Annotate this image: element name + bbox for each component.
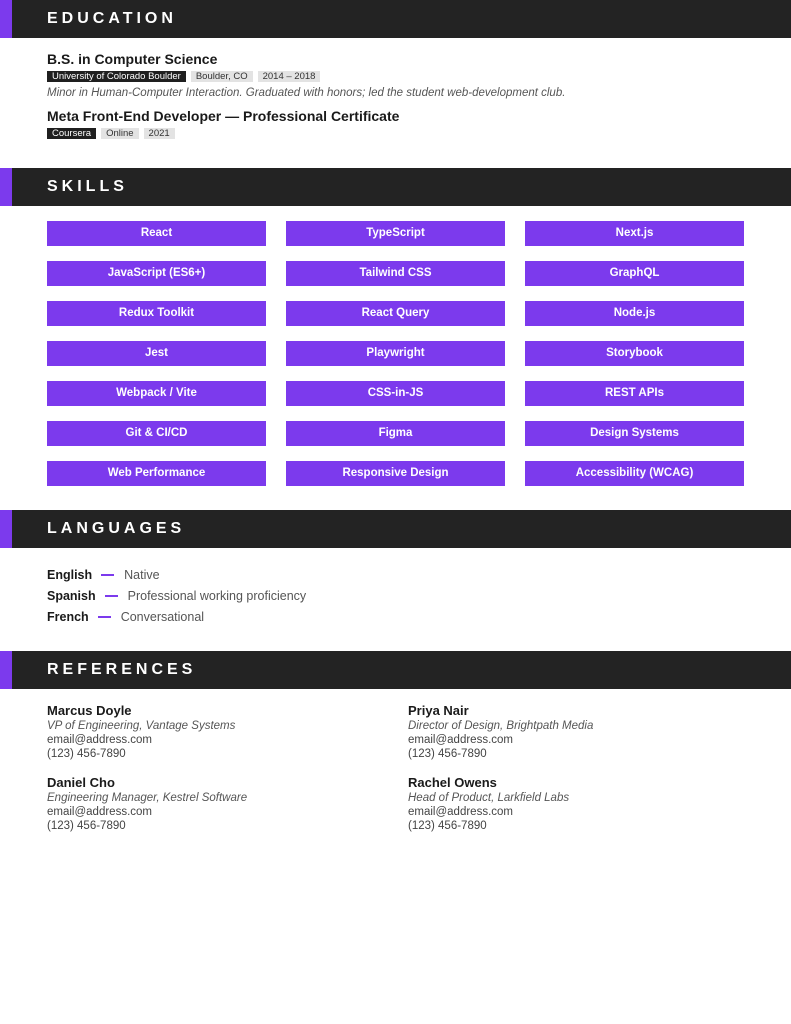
skill-chip: Responsive Design	[286, 461, 505, 486]
education-tags	[47, 128, 767, 139]
skill-chip: Design Systems	[525, 421, 744, 446]
language-level: Professional working proficiency	[127, 588, 307, 603]
language-row	[47, 564, 306, 585]
header-accent	[0, 0, 12, 38]
references-header	[0, 651, 791, 689]
reference-card	[47, 703, 347, 761]
skill-chip: Figma	[286, 421, 505, 446]
reference-phone: (123) 456-7890	[408, 748, 487, 760]
dash-divider	[105, 595, 118, 597]
skill-chip: Node.js	[525, 301, 744, 326]
section-title: EDUCATION	[47, 10, 177, 27]
reference-name: Priya Nair	[408, 703, 469, 718]
header-accent	[0, 510, 12, 548]
reference-email: email@address.com	[47, 734, 152, 746]
skill-chip: React	[47, 221, 266, 246]
dates-tag: 2021	[144, 128, 175, 139]
skill-chip: Git & CI/CD	[47, 421, 266, 446]
reference-phone: (123) 456-7890	[408, 820, 487, 832]
reference-email: email@address.com	[47, 806, 152, 818]
header-accent	[0, 651, 12, 689]
skill-chip: Accessibility (WCAG)	[525, 461, 744, 486]
education-item	[47, 108, 767, 139]
skill-chip: CSS-in-JS	[286, 381, 505, 406]
skill-chip: TypeScript	[286, 221, 505, 246]
institution-tag: Coursera	[47, 128, 96, 139]
skill-chip: Web Performance	[47, 461, 266, 486]
dash-divider	[101, 574, 114, 576]
header-accent	[0, 168, 12, 206]
reference-name: Marcus Doyle	[47, 703, 132, 718]
reference-email: email@address.com	[408, 806, 513, 818]
languages-list	[47, 564, 306, 627]
skill-chip: REST APIs	[525, 381, 744, 406]
education-item	[47, 51, 767, 100]
skills-grid	[47, 221, 744, 486]
skill-chip: Webpack / Vite	[47, 381, 266, 406]
reference-name: Rachel Owens	[408, 775, 497, 790]
reference-card	[408, 703, 708, 761]
reference-role: Director of Design, Brightpath Media	[408, 720, 594, 732]
degree-title: Meta Front-End Developer — Professional Certificate	[47, 108, 400, 124]
reference-phone: (123) 456-7890	[47, 820, 126, 832]
institution-tag: University of Colorado Boulder	[47, 71, 186, 82]
languages-header	[0, 510, 791, 548]
skills-header	[0, 168, 791, 206]
skill-chip: Tailwind CSS	[286, 261, 505, 286]
skill-chip: Jest	[47, 341, 266, 366]
section-title: REFERENCES	[47, 661, 197, 678]
language-row	[47, 585, 306, 606]
degree-title: B.S. in Computer Science	[47, 51, 218, 67]
reference-role: Head of Product, Larkfield Labs	[408, 792, 570, 804]
location-tag: Boulder, CO	[191, 71, 253, 82]
reference-card	[47, 775, 347, 833]
education-tags	[47, 71, 767, 82]
skill-chip: Next.js	[525, 221, 744, 246]
dash-divider	[98, 616, 111, 618]
skill-chip: JavaScript (ES6+)	[47, 261, 266, 286]
reference-role: Engineering Manager, Kestrel Software	[47, 792, 248, 804]
language-name: English	[47, 567, 93, 582]
language-name: Spanish	[47, 588, 96, 603]
reference-role: VP of Engineering, Vantage Systems	[47, 720, 236, 732]
language-level: Native	[124, 567, 160, 582]
education-header	[0, 0, 791, 38]
skill-chip: Playwright	[286, 341, 505, 366]
language-row	[47, 606, 306, 627]
reference-email: email@address.com	[408, 734, 513, 746]
skill-chip: Storybook	[525, 341, 744, 366]
skill-chip: React Query	[286, 301, 505, 326]
reference-name: Daniel Cho	[47, 775, 115, 790]
reference-phone: (123) 456-7890	[47, 748, 126, 760]
location-tag: Online	[101, 128, 138, 139]
dates-tag: 2014 – 2018	[258, 71, 321, 82]
language-level: Conversational	[120, 609, 205, 624]
skill-chip: GraphQL	[525, 261, 744, 286]
reference-card	[408, 775, 708, 833]
education-note: Minor in Human-Computer Interaction. Graduated with honors; led the student web-development club.	[47, 87, 566, 99]
section-title: SKILLS	[47, 178, 128, 195]
skill-chip: Redux Toolkit	[47, 301, 266, 326]
language-name: French	[47, 609, 89, 624]
section-title: LANGUAGES	[47, 520, 186, 537]
